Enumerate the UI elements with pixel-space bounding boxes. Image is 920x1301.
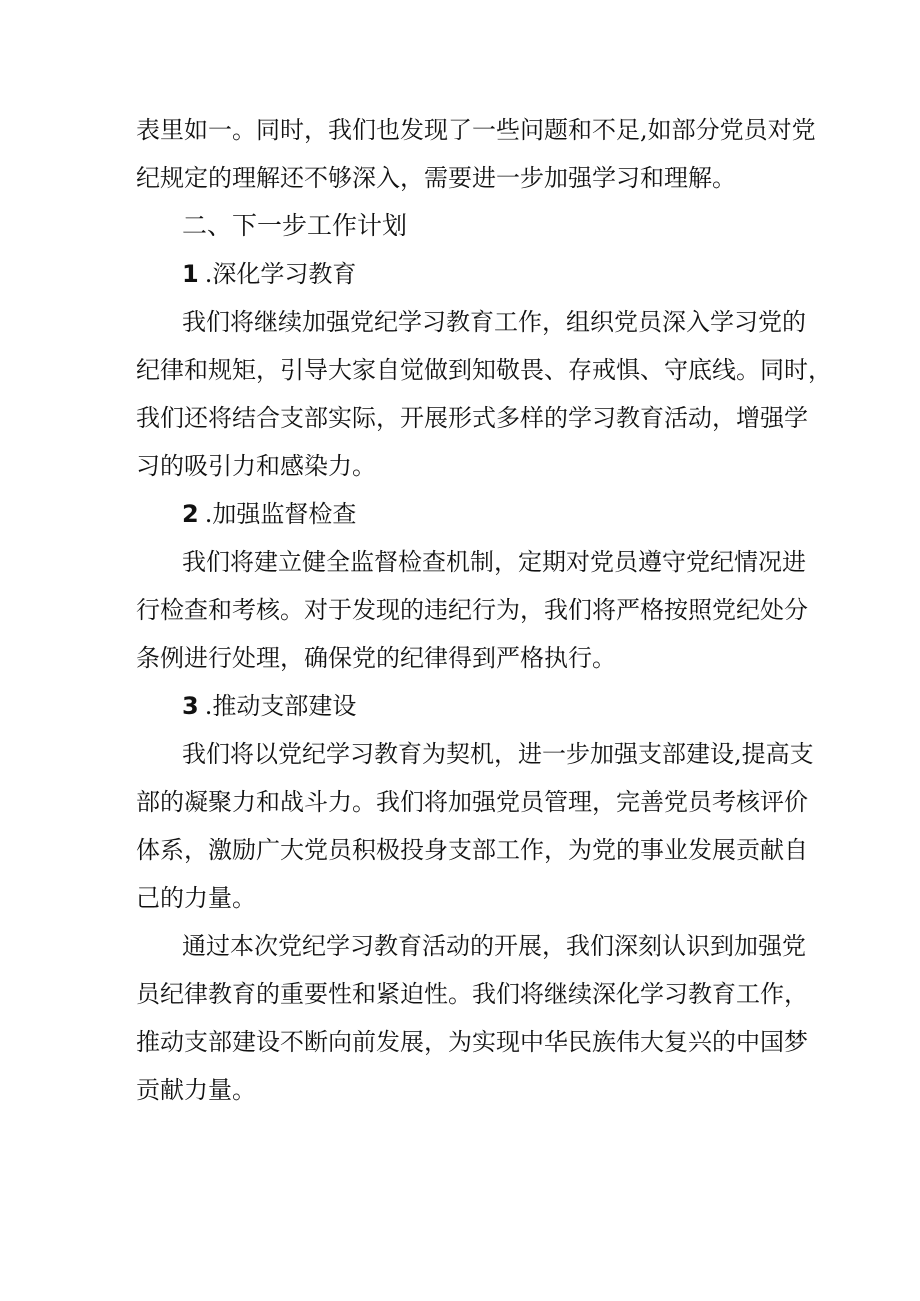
subheading-title: .加强监督检查 xyxy=(204,500,357,528)
paragraph-line: 通过本次党纪学习教育活动的开展，我们深刻认识到加强党 xyxy=(182,932,806,960)
paragraph-line: 我们还将结合支部实际，开展形式多样的学习教育活动，增强学 xyxy=(136,404,808,432)
subheading-number: 2 xyxy=(182,500,199,528)
paragraph-line: 纪律和规矩，引导大家自觉做到知敬畏、存戒惧、守底线。同时， xyxy=(136,356,832,384)
subheading-number: 1 xyxy=(182,260,199,288)
subheading-3 xyxy=(182,690,920,722)
section-heading: 二、下一步工作计划 xyxy=(182,211,408,240)
subheading-title: .推动支部建设 xyxy=(204,692,357,720)
paragraph-line: 条例进行处理，确保党的纪律得到严格执行。 xyxy=(136,644,616,672)
paragraph-line: 体系，激励广大党员积极投身支部工作，为党的事业发展贡献自 xyxy=(136,836,808,864)
subheading-2 xyxy=(182,498,920,530)
paragraph-line: 员纪律教育的重要性和紧迫性。我们将继续深化学习教育工作， xyxy=(136,980,808,1008)
paragraph-line: 我们将继续加强党纪学习教育工作，组织党员深入学习党的 xyxy=(182,308,806,336)
paragraph-line: 我们将以党纪学习教育为契机，进一步加强支部建设,提高支 xyxy=(182,740,814,768)
paragraph-line: 表里如一。同时，我们也发现了一些问题和不足,如部分党员对党 xyxy=(136,116,816,144)
subheading-number: 3 xyxy=(182,692,199,720)
subheading-1 xyxy=(182,258,920,290)
paragraph-line: 己的力量。 xyxy=(136,884,256,912)
paragraph-line: 纪规定的理解还不够深入，需要进一步加强学习和理解。 xyxy=(136,164,736,192)
subheading-title: .深化学习教育 xyxy=(204,260,357,288)
paragraph-line: 推动支部建设不断向前发展，为实现中华民族伟大复兴的中国梦 xyxy=(136,1028,808,1056)
paragraph-line: 贡献力量。 xyxy=(136,1076,256,1104)
paragraph-line: 部的凝聚力和战斗力。我们将加强党员管理，完善党员考核评价 xyxy=(136,788,808,816)
paragraph-line: 习的吸引力和感染力。 xyxy=(136,452,376,480)
paragraph-line: 行检查和考核。对于发现的违纪行为，我们将严格按照党纪处分 xyxy=(136,596,808,624)
paragraph-line: 我们将建立健全监督检查机制，定期对党员遵守党纪情况进 xyxy=(182,548,806,576)
